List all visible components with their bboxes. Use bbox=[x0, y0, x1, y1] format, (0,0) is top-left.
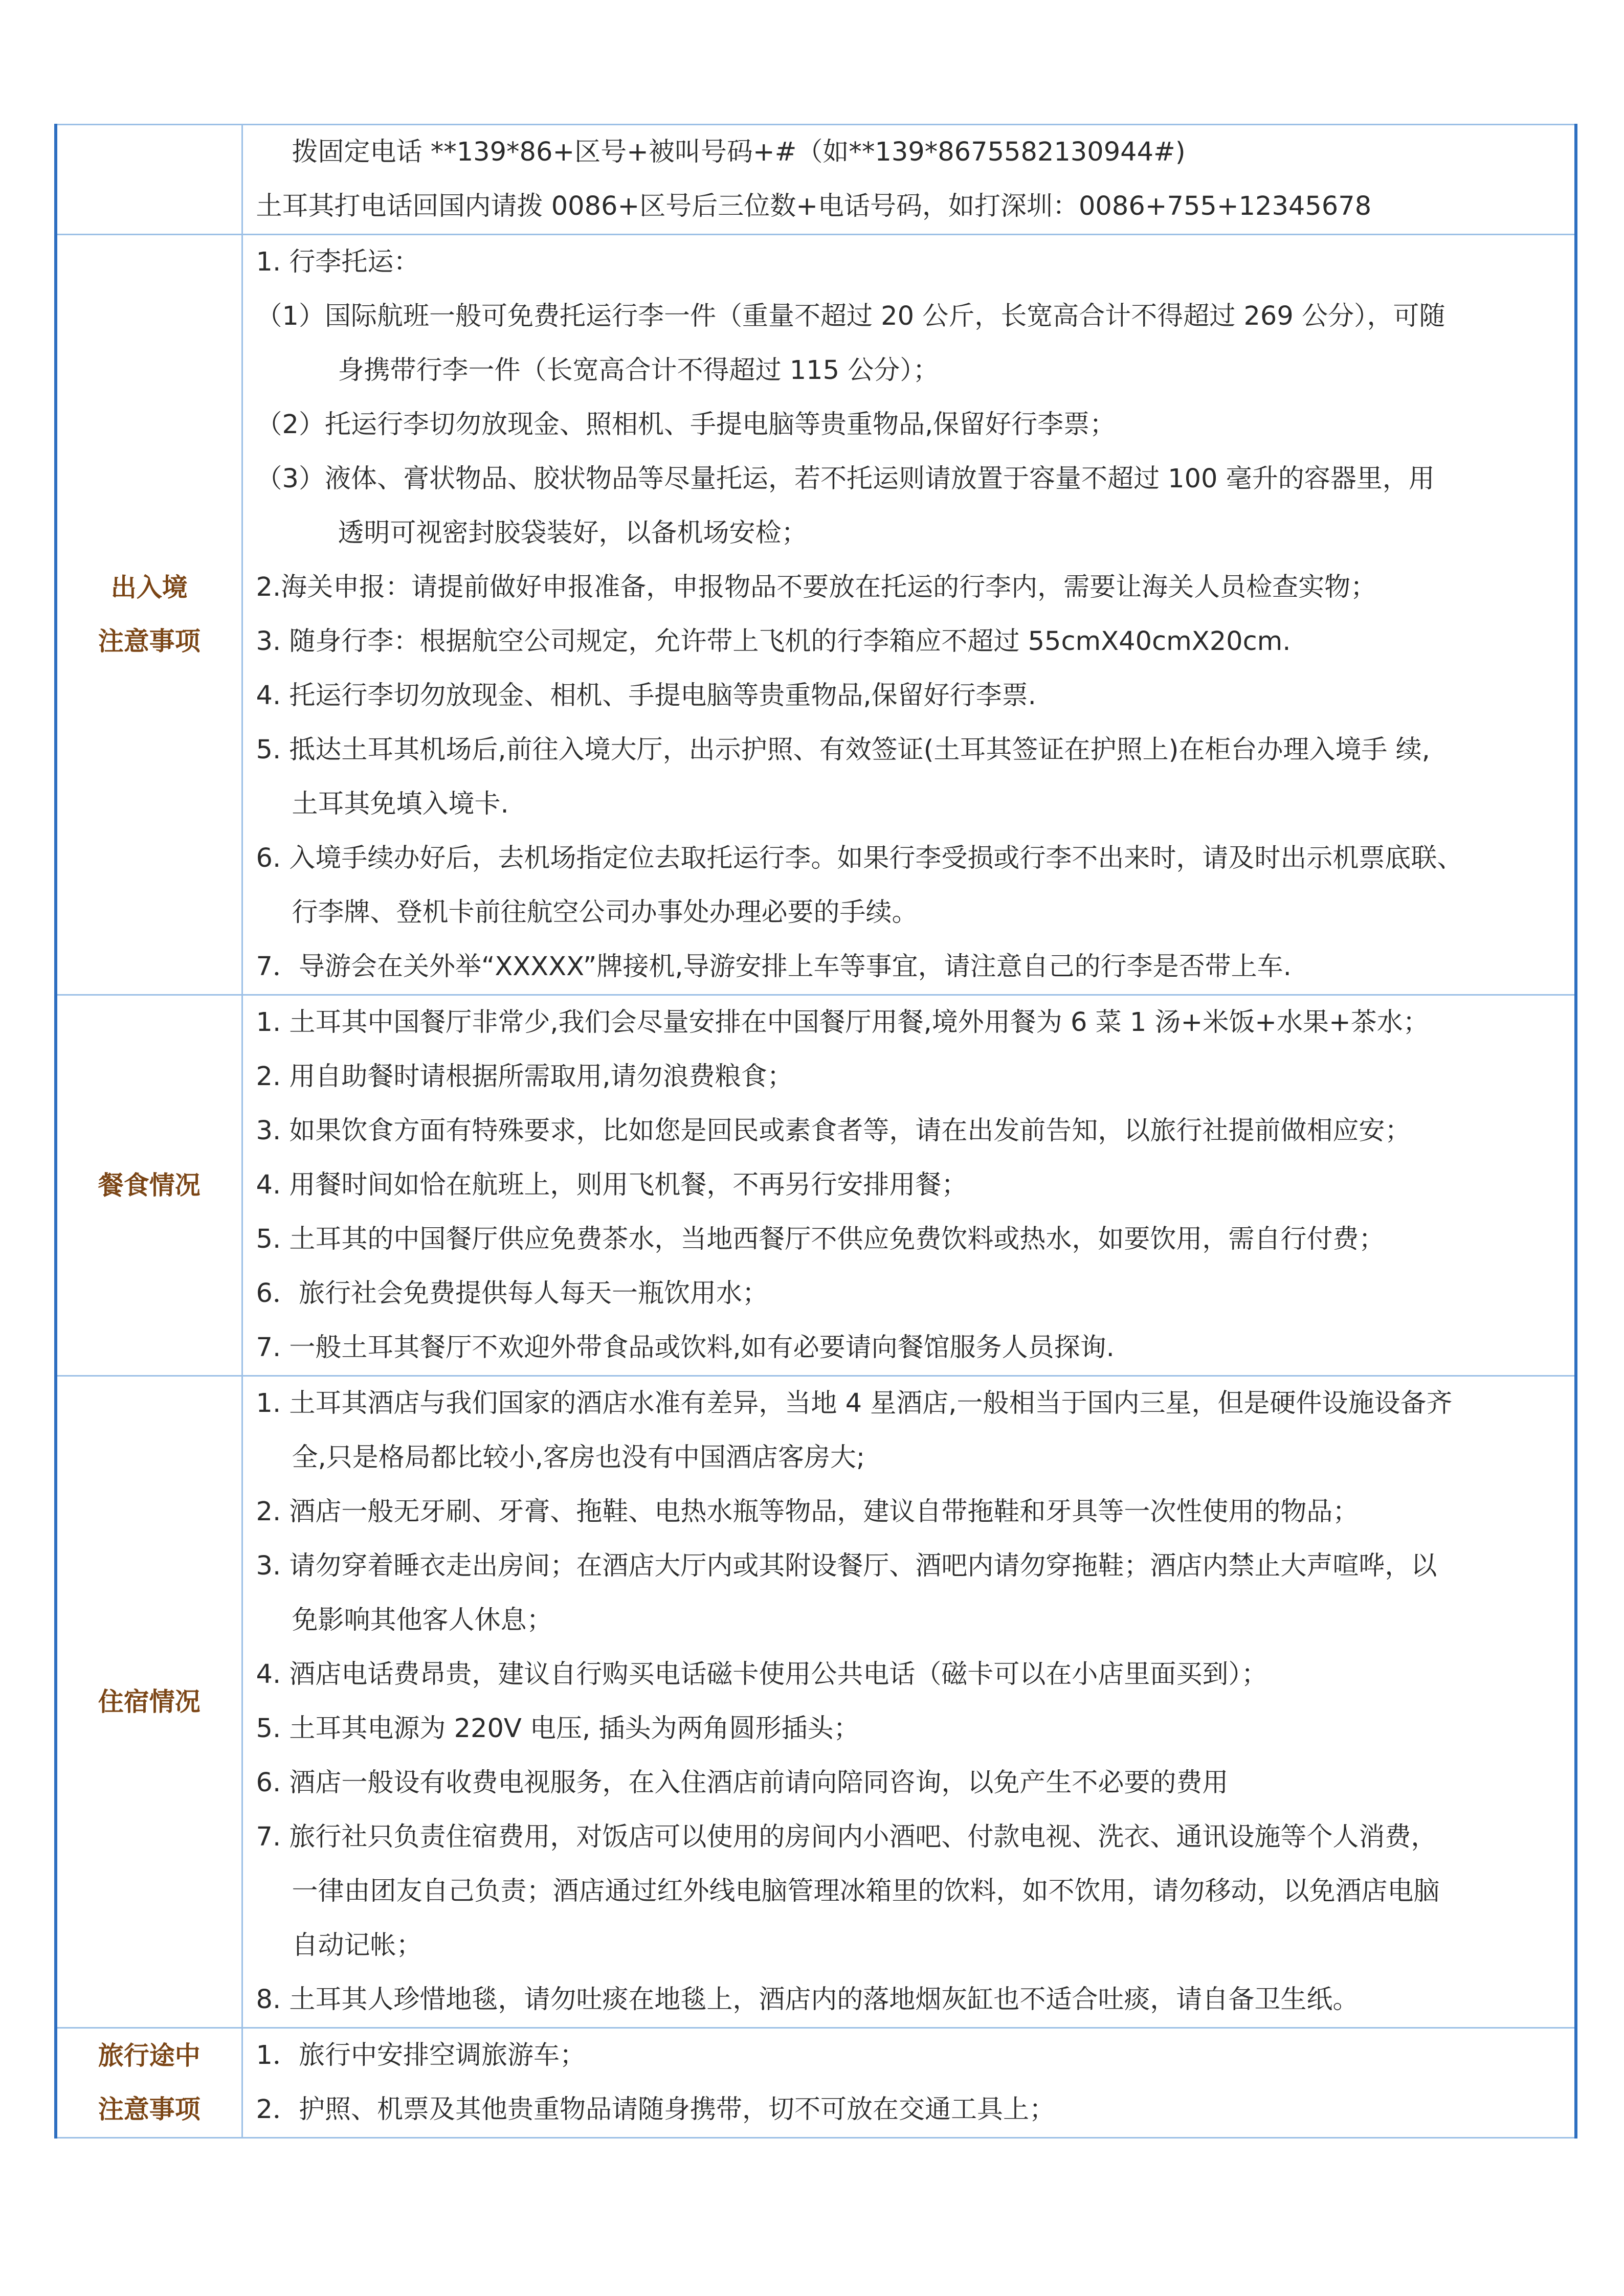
notice-line: 3. 请勿穿着睡衣走出房间；在酒店大厅内或其附设餐厅、酒吧内请勿穿拖鞋；酒店内禁止大声喧哗，以 bbox=[256, 1551, 1437, 1581]
row-label: 注意事项 bbox=[98, 2095, 201, 2124]
notice-line: 5. 土耳其电源为 220V 电压, 插头为两角圆形插头； bbox=[256, 1714, 860, 1744]
accommodation-row bbox=[56, 1376, 1576, 2028]
notice-line: 3. 如果饮食方面有特殊要求，比如您是回民或素食者等，请在出发前告知，以旅行社提前做相应安； bbox=[256, 1116, 1411, 1146]
notice-line: 4. 酒店电话费昂贵，建议自行购买电话磁卡使用公共电话（磁卡可以在小店里面买到）； bbox=[256, 1659, 1267, 1690]
notice-line: 全,只是格局都比较小,客房也没有中国酒店客房大; bbox=[292, 1443, 865, 1473]
notice-line: 6. 入境手续办好后，去机场指定位去取托运行李。如果行李受损或行李不出来时，请及时出示机票底联、 bbox=[256, 843, 1463, 873]
travel-notes-row bbox=[56, 2028, 1576, 2138]
row-label-cell bbox=[56, 125, 242, 235]
notice-line: 4. 托运行李切勿放现金、相机、手提电脑等贵重物品,保留好行李票. bbox=[256, 681, 1036, 711]
notice-line: 拨固定电话 **139*86+区号+被叫号码+#（如**139*8675582130944#) bbox=[292, 137, 1186, 167]
notice-line: （2）托运行李切勿放现金、照相机、手提电脑等贵重物品,保留好行李票； bbox=[256, 410, 1116, 440]
row-label: 餐食情况 bbox=[98, 1170, 201, 1200]
notice-line: 2．护照、机票及其他贵重物品请随身携带，切不可放在交通工具上； bbox=[256, 2095, 1055, 2125]
notice-line: 5. 抵达土耳其机场后,前往入境大厅，出示护照、有效签证(土耳其签证在护照上)在柜台办理入境手 续, bbox=[256, 735, 1430, 765]
phone-dialing-row bbox=[56, 125, 1576, 235]
notice-line: 土耳其免填入境卡. bbox=[292, 789, 509, 819]
notice-line: 8. 土耳其人珍惜地毯，请勿吐痰在地毯上，酒店内的落地烟灰缸也不适合吐痰，请自备卫生纸。 bbox=[256, 1985, 1359, 2015]
notice-line: 7. 旅行社只负责住宿费用，对饭店可以使用的房间内小酒吧、付款电视、洗衣、通讯设施等个人消费， bbox=[256, 1822, 1437, 1852]
notice-line: （1）国际航班一般可免费托运行李一件（重量不超过 20 公斤，长宽高合计不得超过 269 公分），可随 bbox=[256, 301, 1445, 331]
notice-line: 6．旅行社会免费提供每人每天一瓶饮用水； bbox=[256, 1278, 768, 1309]
notice-line: 一律由团友自己负责；酒店通过红外线电脑管理冰箱里的饮料，如不饮用，请勿移动，以免酒店电脑 bbox=[292, 1876, 1440, 1906]
notice-line: 4. 用餐时间如恰在航班上，则用飞机餐，不再另行安排用餐； bbox=[256, 1170, 968, 1200]
notice-line: 身携带行李一件（长宽高合计不得超过 115 公分）； bbox=[338, 355, 939, 386]
notice-line: 5. 土耳其的中国餐厅供应免费茶水，当地西餐厅不供应免费饮料或热水，如要饮用，需自行付费； bbox=[256, 1224, 1385, 1254]
notice-line: 2.海关申报：请提前做好申报准备，申报物品不要放在托运的行李内，需要让海关人员检查实物； bbox=[256, 572, 1377, 602]
notice-line: 1．旅行中安排空调旅游车； bbox=[256, 2040, 586, 2070]
row-content-cell bbox=[242, 1376, 1576, 2028]
notice-line: 透明可视密封胶袋装好，以备机场安检； bbox=[338, 518, 808, 548]
row-label-cell bbox=[56, 2028, 242, 2138]
notice-line: 3. 随身行李：根据航空公司规定，允许带上飞机的行李箱应不超过 55cmX40cmX20cm. bbox=[256, 626, 1291, 657]
notice-line: 1. 土耳其酒店与我们国家的酒店水准有差异，当地 4 星酒店,一般相当于国内三星，但是硬件设施设备齐 bbox=[256, 1388, 1453, 1419]
notice-line: 2. 用自助餐时请根据所需取用,请勿浪费粮食； bbox=[256, 1062, 793, 1092]
notice-line: 1. 行李托运： bbox=[256, 247, 420, 277]
notice-line: （3）液体、膏状物品、胶状物品等尽量托运，若不托运则请放置于容量不超过 100 毫升的容器里，用 bbox=[256, 464, 1435, 494]
row-content-cell bbox=[242, 125, 1576, 235]
meals-row bbox=[56, 995, 1576, 1376]
row-label: 住宿情况 bbox=[98, 1686, 201, 1717]
notice-line: 1. 土耳其中国餐厅非常少,我们会尽量安排在中国餐厅用餐,境外用餐为 6 菜 1 汤+米饭+水果+茶水； bbox=[256, 1007, 1429, 1038]
row-content-cell bbox=[242, 2028, 1576, 2138]
notice-line: 土耳其打电话回国内请拨 0086+区号后三位数+电话号码，如打深圳：0086+755+12345678 bbox=[256, 191, 1372, 221]
notice-line: 6. 酒店一般设有收费电视服务，在入住酒店前请向陪同咨询，以免产生不必要的费用 bbox=[256, 1768, 1229, 1798]
notice-line: 2. 酒店一般无牙刷、牙膏、拖鞋、电热水瓶等物品，建议自带拖鞋和牙具等一次性使用的物品； bbox=[256, 1497, 1359, 1527]
row-label-cell bbox=[56, 235, 242, 995]
notice-line: 免影响其他客人休息； bbox=[292, 1605, 553, 1635]
row-label-cell bbox=[56, 1376, 242, 2028]
notice-line: 7. 一般土耳其餐厅不欢迎外带食品或饮料,如有必要请向餐馆服务人员探询. bbox=[256, 1333, 1115, 1363]
row-content-cell bbox=[242, 995, 1576, 1376]
row-label-cell bbox=[56, 995, 242, 1376]
entry-exit-row bbox=[56, 235, 1576, 995]
notice-line: 自动记帐； bbox=[292, 1930, 422, 1961]
travel-notice-table bbox=[54, 124, 1577, 2139]
row-label: 注意事项 bbox=[98, 626, 201, 656]
notice-line: 7．导游会在关外举“XXXXX”牌接机,导游安排上车等事宜，请注意自己的行李是否带上车. bbox=[256, 952, 1292, 982]
row-label: 旅行途中 bbox=[98, 2041, 201, 2070]
row-content-cell bbox=[242, 235, 1576, 995]
row-label: 出入境 bbox=[110, 573, 188, 602]
notice-line: 行李牌、登机卡前往航空公司办事处办理必要的手续。 bbox=[292, 897, 918, 928]
